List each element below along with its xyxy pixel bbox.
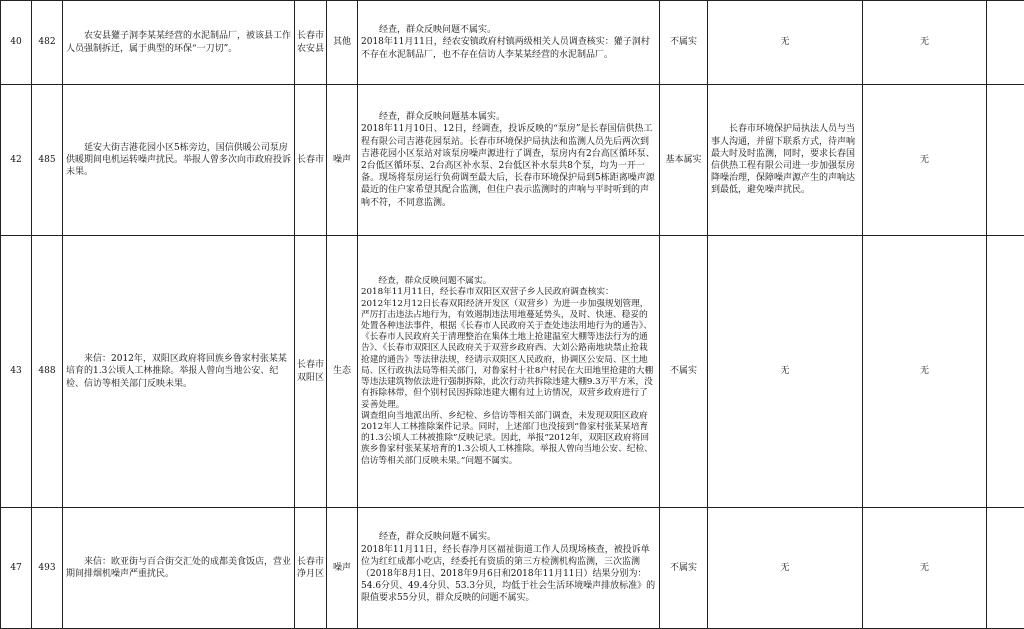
- accountability: 无: [863, 236, 987, 508]
- empty-cell: [987, 85, 1024, 236]
- empty-cell: [987, 1, 1024, 85]
- table-row: [1, 85, 1024, 236]
- complaint-text: 来信：2012年，双阳区政府将回族乡鲁家村张某某培育的1.3公顷人工林推除。举报人曾向当地公安、纪检、信访等相关部门反映未果。: [63, 236, 295, 508]
- complaint-text: 来信：欧亚街与百合街交汇处的成都美食饭店，营业期间排烟机噪声严重扰民。: [63, 508, 295, 629]
- accountability: 无: [863, 85, 987, 236]
- handling-text: 无: [708, 508, 863, 629]
- district: 长春市: [295, 85, 327, 236]
- category: 噪声: [327, 508, 358, 629]
- table-row: [1, 1, 1024, 85]
- verdict: 不属实: [660, 508, 708, 629]
- accountability: 无: [863, 508, 987, 629]
- findings-text: 经查，群众反映问题不属实。 2018年11月11日，经农安镇政府村镇两级相关人员调查核实：獾子洞村不存在水泥制品厂，也不存在信访人李某某经营的水泥制品厂。: [358, 1, 660, 85]
- row-index: 40: [1, 1, 32, 85]
- row-index: 47: [1, 508, 32, 629]
- case-number: 493: [32, 508, 63, 629]
- verdict: 不属实: [660, 236, 708, 508]
- case-number: 482: [32, 1, 63, 85]
- verdict: 不属实: [660, 1, 708, 85]
- handling-text: 无: [708, 1, 863, 85]
- case-number: 485: [32, 85, 63, 236]
- accountability: 无: [863, 1, 987, 85]
- handling-text: 长春市环境保护局执法人员与当事人沟通，并留下联系方式，待声响最大时及时监测，同时，要求长春国信供热工程有限公司进一步加强泵房降噪治理，保障噪声源产生的声响达到最低，避免噪声扰民。: [708, 85, 863, 236]
- empty-cell: [987, 508, 1024, 629]
- district: 长春市 净月区: [295, 508, 327, 629]
- empty-cell: [987, 236, 1024, 508]
- handling-text: 无: [708, 236, 863, 508]
- row-index: 43: [1, 236, 32, 508]
- complaint-text: 延安大街吉港花园小区5栋旁边，国信供暖公司泵房供暖期间电机运转噪声扰民。举报人曾多次向市政府投诉未果。: [63, 85, 295, 236]
- table-row: [1, 236, 1024, 508]
- findings-text: 经查，群众反映问题基本属实。 2018年11月10日、12日，经调查，投诉反映的“泵房”是长春国信供热工程有限公司吉港花园泵站。长春市环境保护局执法和监测人员先后两次到吉港花园小区泵站对该泵房噪声源进行了调查，泵房内有2台高区循环泵、2台低区循环泵、2台高区补水泵、2台低区补水泵共8个泵，均为一开一备。现场将泵房运行负荷调至最大后，长春市环境保护局到5栋距离噪声源最近的住户家希望其配合监测，但住户表示监测时的声响与平时听到的声响不符，不同意监测。: [358, 85, 660, 236]
- category: 噪声: [327, 85, 358, 236]
- row-index: 42: [1, 85, 32, 236]
- district: 长春市 双阳区: [295, 236, 327, 508]
- complaint-text: 农安县獾子洞李某某经营的水泥制品厂，被该县工作人员强制拆迁，属于典型的环保“一刀切”。: [63, 1, 295, 85]
- findings-text: 经查，群众反映问题不属实。 2018年11月11日，经长春净月区福祉街道工作人员现场核查，被投诉单位为红红成都小吃店，经委托有资质的第三方检测机构监测，三次监测（2018年8月1日、2018年9月6日和2018年11月11日）结果分别为：54.6分贝、49.4分贝、53.3分贝，均低于社会生活环境噪声排放标准》的限值要求55分贝，群众反映的问题不属实。: [358, 508, 660, 629]
- case-number: 488: [32, 236, 63, 508]
- category: 生态: [327, 236, 358, 508]
- district: 长春市 农安县: [295, 1, 327, 85]
- findings-text: 经查，群众反映问题不属实。 2018年11月11日，经长春市双阳区双营子乡人民政府调查核实： 2012年12月12日长春双阳经济开发区（双营乡）为进一步加强规划管理，严厉打击违法占地行为，有效遏制违法用地蔓延势头，及时、快速、稳妥的处置各种违法事件，根据《长春市人民政府关于查处违法用地行为的通告》、《长春市人民政府关于清理整治在集体土地上抢建温室大棚等违法行为的通告》、《长春市双阳区人民政府关于双营乡政府西、大刘公路南地块禁止抢栽抢建的通告》等法律法规，经请示双阳区人民政府，协调区公安局、区土地局、区行政执法局等相关部门，对鲁家村十社8户村民在大田地里抢建的大棚等违法建筑物依法进行强制拆除，此次行动共拆除违建大棚9.3万平方米，没有拆除林带，但个别村民因拆除违建大棚有过上访情况，双营乡政府进行了妥善处理。 调查组向当地派出所、乡纪检、乡信访等相关部门调查，未发现双阳区政府2012年人工林推除案件记录。同时，上述部门也没接到“鲁家村张某某培育的1.3公顷人工林被推除”反映记录。因此，举报“2012年，双阳区政府将回族乡鲁家村张某某培育的1.3公顷人工林推除。举报人曾向当地公安、纪检、信访等相关部门反映未果。”问题不属实。: [358, 236, 660, 508]
- table-row: [1, 508, 1024, 629]
- category: 其他: [327, 1, 358, 85]
- verdict: 基本属实: [660, 85, 708, 236]
